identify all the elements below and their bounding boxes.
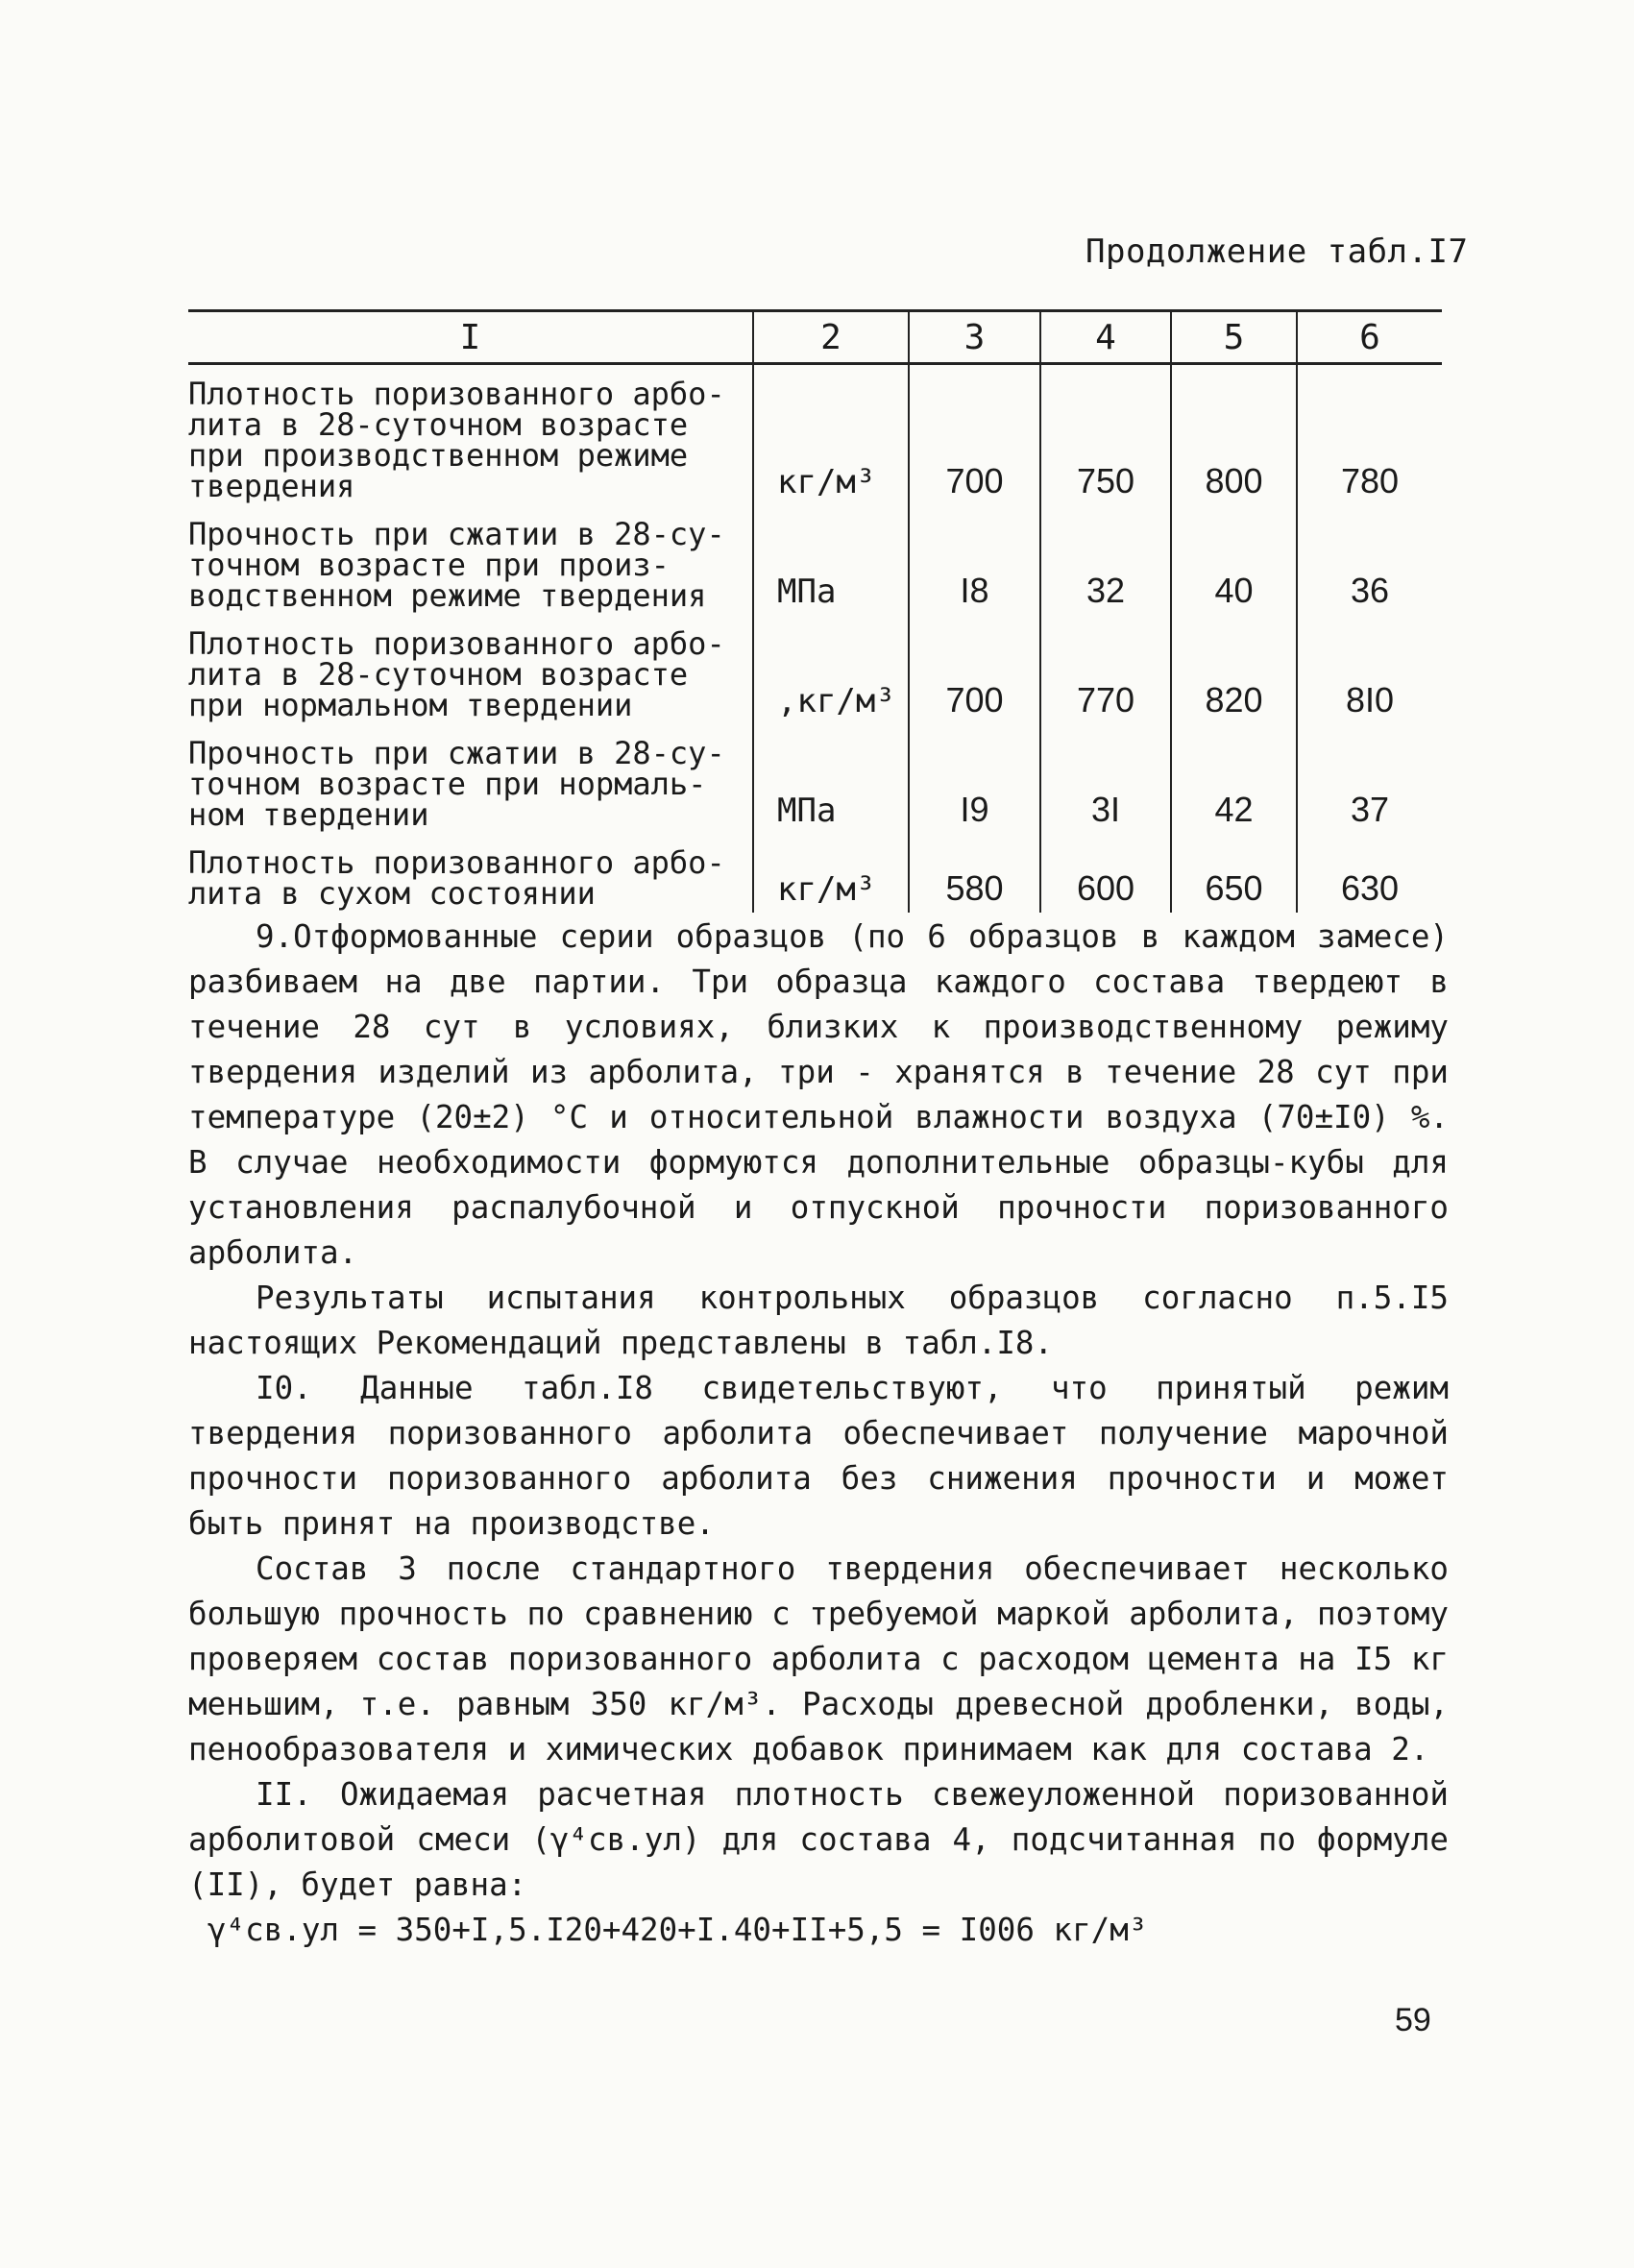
body-text <box>188 915 1449 1953</box>
cell-value: 32 <box>1040 505 1171 615</box>
cell-value: 820 <box>1171 615 1297 724</box>
table-row <box>188 505 1442 615</box>
cell-value: 42 <box>1171 724 1297 834</box>
row-unit: МПа <box>753 724 909 834</box>
cell-value: 36 <box>1297 505 1442 615</box>
column-header-6: 6 <box>1297 311 1442 364</box>
cell-value: 650 <box>1171 834 1297 913</box>
cell-value: 700 <box>909 364 1040 506</box>
cell-value: 3I <box>1040 724 1171 834</box>
column-header-3: 3 <box>909 311 1040 364</box>
column-header-1: I <box>188 311 753 364</box>
cell-value: 780 <box>1297 364 1442 506</box>
row-label: Плотность поризованного арбо-лита в 28-суточном возрасте при нормальном твердении <box>188 625 725 723</box>
column-header-4: 4 <box>1040 311 1171 364</box>
table-row <box>188 364 1442 506</box>
cell-value: 600 <box>1040 834 1171 913</box>
row-label: Прочность при сжатии в 28-су-точном возрасте при нормаль-ном твердении <box>188 735 725 833</box>
row-unit: кг/м³ <box>753 364 909 506</box>
cell-value: I8 <box>909 505 1040 615</box>
page-number: 59 <box>1395 2002 1431 2038</box>
row-unit: МПа <box>753 505 909 615</box>
cell-value: 750 <box>1040 364 1171 506</box>
table-row <box>188 615 1442 724</box>
cell-value: 8I0 <box>1297 615 1442 724</box>
cell-value: 580 <box>909 834 1040 913</box>
cell-value: I9 <box>909 724 1040 834</box>
row-label: Плотность поризованного арбо-лита в 28-суточном возрасте при производственном режиме твердения <box>188 376 725 504</box>
table-continuation-label: Продолжение табл.I7 <box>1085 232 1469 271</box>
cell-value: 800 <box>1171 364 1297 506</box>
cell-value: 630 <box>1297 834 1442 913</box>
paragraph-composition-3: Состав 3 после стандартного твердения обеспечивает несколько большую прочность по сравнению с требуемой маркой арболита, поэтому проверяем состав поризованного арболита с расходом цемента на I5 кг меньшим, т.е. равным 350 кг/м³. Расходы древесной дробленки, воды, пенообразователя и химических добавок принимаем как для состава 2. <box>188 1550 1449 1768</box>
data-table <box>188 309 1442 913</box>
row-label: Прочность при сжатии в 28-су-точном возрасте при произ-водственном режиме твердения <box>188 516 725 614</box>
row-label: Плотность поризованного арбо-лита в сухом состоянии <box>188 844 725 912</box>
paragraph-9: 9.Отформованные серии образцов (по 6 образцов в каждом замесе) разбиваем на две партии. Три образца каждого состава твердеют в течение 28 сут в условиях, близких к производственному режиму твердения изделий из арболита, три - хранятся в течение 28 сут при температуре (20±2) °С и относительной влажности воздуха (70±I0) %. В случае необходимости формуются дополнительные образцы-кубы для установления распалубочной и отпускной прочности поризованного арболита. <box>188 918 1449 1271</box>
cell-value: 770 <box>1040 615 1171 724</box>
column-header-5: 5 <box>1171 311 1297 364</box>
column-header-2: 2 <box>753 311 909 364</box>
density-formula: γ⁴св.ул = 350+I,5.I20+420+I.40+II+5,5 = I006 кг/м³ <box>207 1912 1148 1948</box>
cell-value: 40 <box>1171 505 1297 615</box>
row-unit: кг/м³ <box>753 834 909 913</box>
table-header-row <box>188 311 1442 364</box>
paragraph-10: I0. Данные табл.I8 свидетельствуют, что принятый режим твердения поризованного арболита обеспечивает получение марочной прочности поризованного арболита без снижения прочности и может быть принят на производстве. <box>188 1370 1449 1542</box>
table-row <box>188 834 1442 913</box>
paragraph-results: Результаты испытания контрольных образцов согласно п.5.I5 настоящих Рекомендаций представлены в табл.I8. <box>188 1280 1449 1361</box>
cell-value: 37 <box>1297 724 1442 834</box>
row-unit: ,кг/м³ <box>753 615 909 724</box>
paragraph-11: II. Ожидаемая расчетная плотность свежеуложенной поризованной арболитовой смеси (γ⁴св.ул) для состава 4, подсчитанная по формуле (II), будет равна: <box>188 1776 1449 1903</box>
cell-value: 700 <box>909 615 1040 724</box>
table-row <box>188 724 1442 834</box>
